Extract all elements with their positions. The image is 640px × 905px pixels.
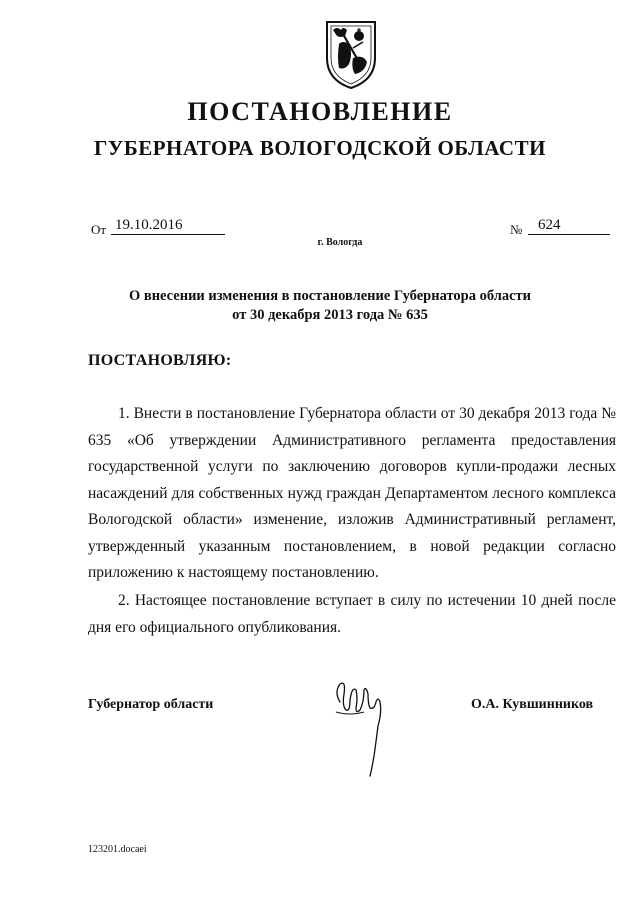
handwritten-signature [330,672,390,782]
document-title: ПОСТАНОВЛЕНИЕ [187,97,453,126]
paragraph-1: 1. Внести в постановление Губернатора области от 30 декабря 2013 года № 635 «Об утверждении Административного регламента предоставления государственной услуги по заключению договоров купли-продажи лесных насаждений для собственных нужд граждан Департаментом лесного комплекса Вологодской области» изменение, изложив Административный регламент, утвержденный указанным постановлением, в новой редакции согласно приложению к настоящему постановлению. [88,405,616,581]
city-label: г. Вологда [317,237,363,248]
signer-position: Губернатор области [88,697,214,712]
document-subtitle: ГУБЕРНАТОРА ВОЛОГОДСКОЙ ОБЛАСТИ [94,136,546,160]
decree-word: ПОСТАНОВЛЯЮ: [88,352,232,369]
subject-line-1: О внесении изменения в постановление Губернатора области [128,288,532,304]
document-subject [100,287,560,325]
signer-name: О.А. Кувшинников [471,697,594,712]
date-prefix: От [91,222,107,237]
file-name: 123201.docaei [88,844,147,855]
paragraph-2: 2. Настоящее постановление вступает в силу по истечении 10 дней после дня его официального опубликования. [88,592,616,636]
document-date: 19.10.2016 [111,217,225,235]
coat-of-arms-icon [323,14,379,90]
number-prefix: № [510,222,523,237]
document-number: 624 [528,217,610,235]
subject-line-2: от 30 декабря 2013 года № 635 [232,307,428,323]
